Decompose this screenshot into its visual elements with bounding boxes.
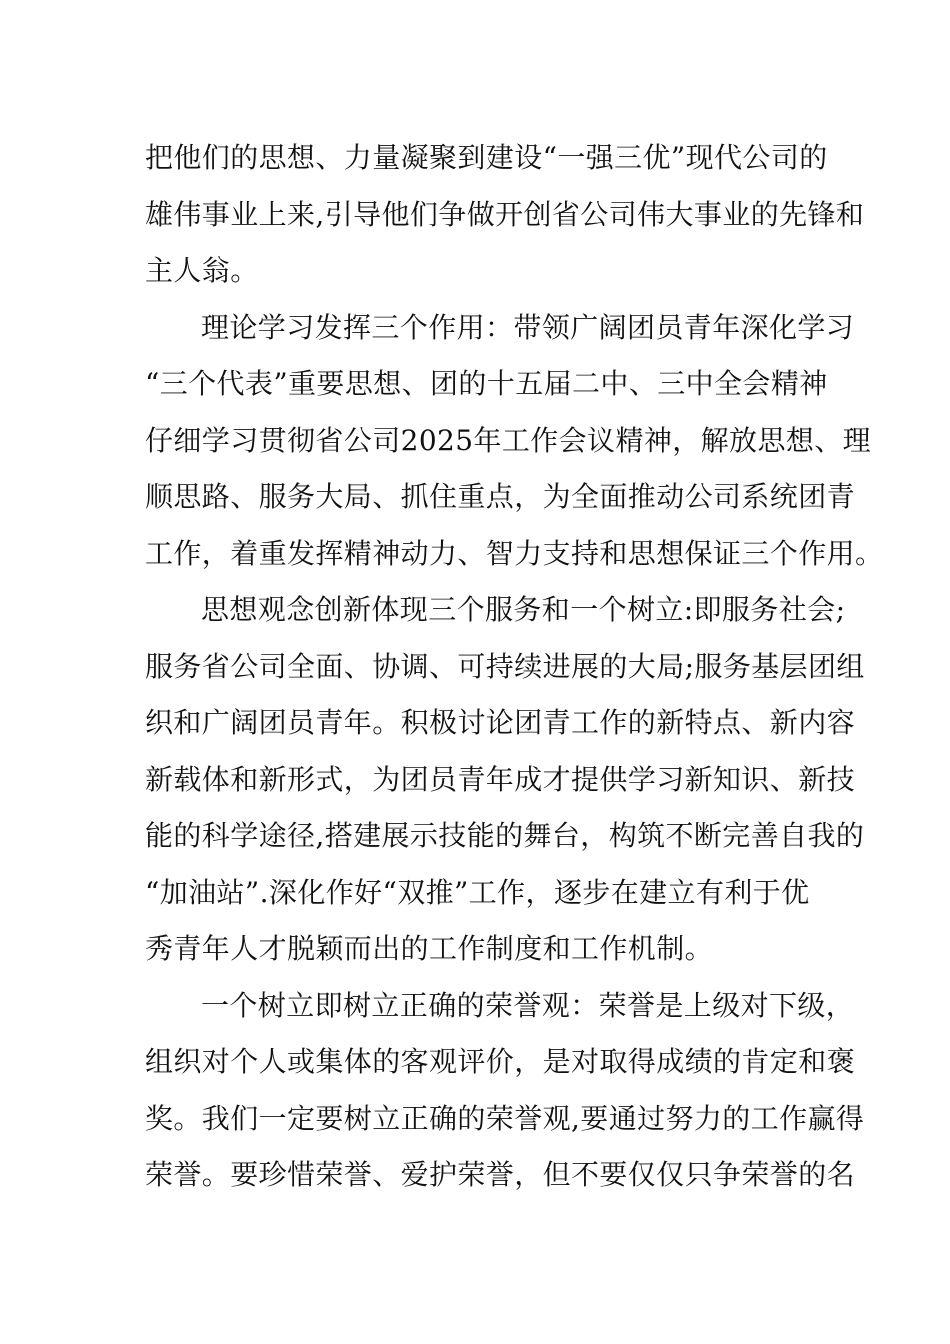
- text-line: 新载体和新形式，为团员青年成才提供学习新知识、新技: [145, 762, 856, 796]
- text-line: 顺思路、服务大局、抓住重点，为全面推动公司系统团青: [145, 480, 856, 513]
- text-line: 主人翁。: [145, 254, 259, 287]
- text-line: “三个代表”重要思想、团的十五届二中、三中全会精神: [145, 367, 828, 400]
- paragraph-first-line: 思想观念创新体现三个服务和一个树立:即服务社会;: [201, 593, 846, 626]
- text-line: 荣誉。要珍惜荣誉、爱护荣誉，但不要仅仅只争荣誉的名: [145, 1158, 856, 1191]
- body-text: [145, 130, 884, 1204]
- text-line: 组织对个人或集体的客观评价，是对取得成绩的肯定和褒: [145, 1045, 856, 1078]
- text-line: 奖。我们一定要树立正确的荣誉观,要通过努力的工作赢得: [145, 1101, 865, 1135]
- text-line: 雄伟事业上来,引导他们争做开创省公司伟大事业的先锋和: [145, 197, 865, 231]
- text-line: 服务省公司全面、协调、可持续进展的大局;服务基层团组: [145, 649, 865, 683]
- paragraph-first-line: 一个树立即树立正确的荣誉观：荣誉是上级对下级，: [201, 988, 855, 1022]
- text-line: 工作，着重发挥精神动力、智力支持和思想保证三个作用。: [145, 536, 884, 570]
- text-line: 秀青年人才脱颖而出的工作制度和工作机制。: [145, 932, 714, 965]
- text-line: 仔细学习贯彻省公司2025年工作会议精神，解放思想、理: [145, 423, 872, 457]
- text-line: “加油站”.深化作好“双推”工作，逐步在建立有利于优: [145, 875, 810, 909]
- text-line: 把他们的思想、力量凝聚到建设“一强三优”现代公司的: [145, 141, 828, 174]
- text-line: 能的科学途径,搭建展示技能的舞台，构筑不断完善自我的: [145, 819, 865, 852]
- paragraph-first-line: 理论学习发挥三个作用：带领广阔团员青年深化学习: [201, 310, 855, 344]
- text-line: 织和广阔团员青年。积极讨论团青工作的新特点、新内容: [145, 706, 856, 739]
